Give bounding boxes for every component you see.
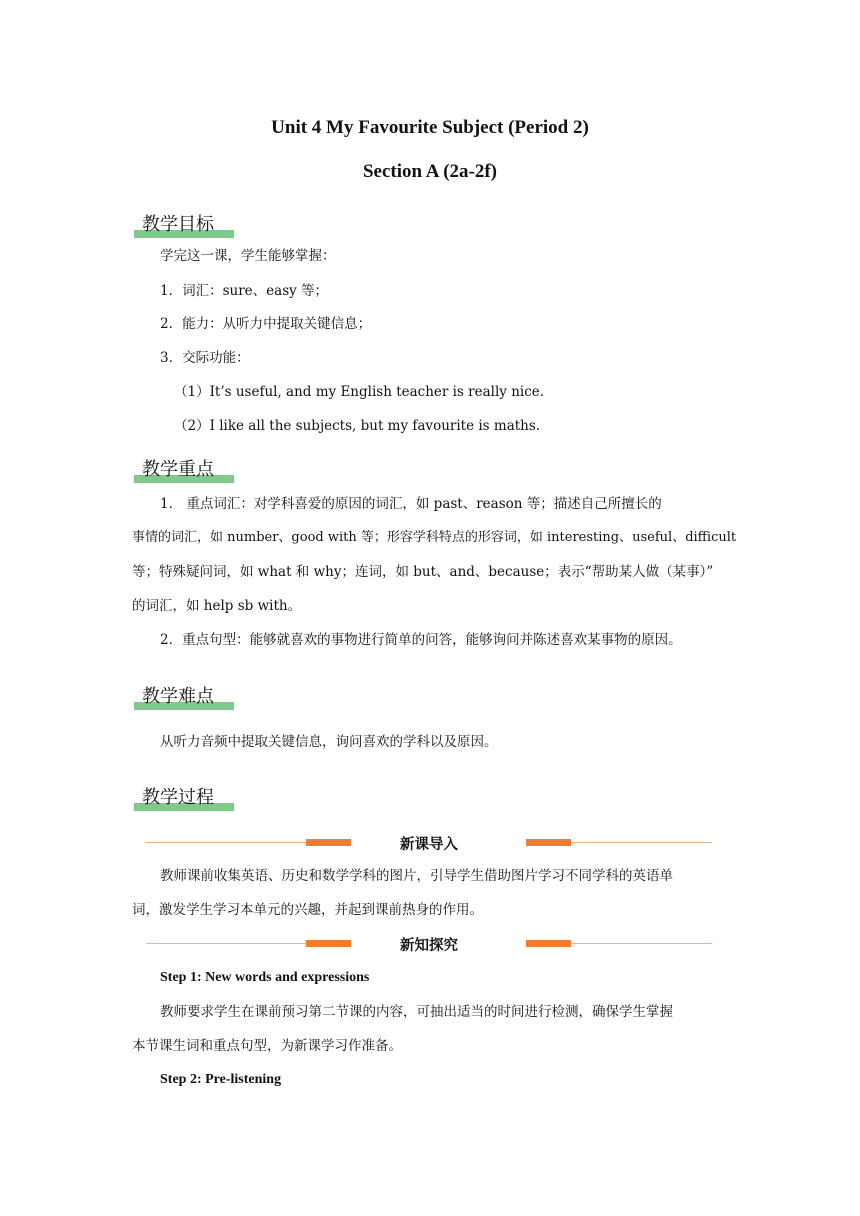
objectives-line: 学完这一课，学生能够掌握： (160, 248, 336, 264)
key-points-line: 的词汇，如 help sb with。 (132, 598, 302, 614)
document-subtitle: Section A (2a-2f) (362, 161, 498, 182)
key-points-line: 等；特殊疑问词，如 what 和 why；连词，如 but、and、because；表示“帮助某人做（某事）” (132, 564, 714, 580)
document-title: Unit 4 My Favourite Subject (Period 2) (271, 117, 589, 138)
key-points-line: 1． 重点词汇：对学科喜爱的原因的词汇，如 past、reason 等；描述自己所擅长的 (160, 496, 662, 512)
subsection-label: 新课导入 (400, 837, 458, 853)
subsection-label: 新知探究 (400, 938, 458, 954)
objectives-line: （1）It’s useful, and my English teacher is really nice. (174, 384, 545, 400)
intro-line: 教师课前收集英语、历史和数学学科的图片，引导学生借助图片学习不同学科的英语单 (160, 868, 673, 884)
key-points-line: 事情的词汇，如 number、good with 等；形容学科特点的形容词，如 interesting、useful、difficult (132, 530, 737, 545)
objectives-line: （2）I like all the subjects, but my favourite is maths. (174, 418, 541, 434)
objectives-line: 1．词汇：sure、easy 等； (160, 283, 329, 299)
step-title: Step 1: New words and expressions (160, 970, 370, 985)
intro-line: 词，激发学生学习本单元的兴趣，并起到课前热身的作用。 (132, 902, 483, 918)
objectives-line: 2．能力：从听力中提取关键信息； (160, 316, 372, 332)
step1-line: 教师要求学生在课前预习第二节课的内容，可抽出适当的时间进行检测，确保学生掌握 (160, 1004, 673, 1020)
difficulties-line: 从听力音频中提取关键信息，询问喜欢的学科以及原因。 (160, 734, 498, 750)
step1-line: 本节课生词和重点句型，为新课学习作准备。 (132, 1038, 402, 1054)
objectives-line: 3．交际功能： (160, 350, 250, 366)
key-points-line: 2．重点句型：能够就喜欢的事物进行简单的问答，能够询问并陈述喜欢某事物的原因。 (160, 632, 682, 648)
step-title: Step 2: Pre-listening (160, 1072, 282, 1087)
subsection-divider-explore (146, 934, 712, 954)
subsection-divider-intro (146, 833, 712, 853)
